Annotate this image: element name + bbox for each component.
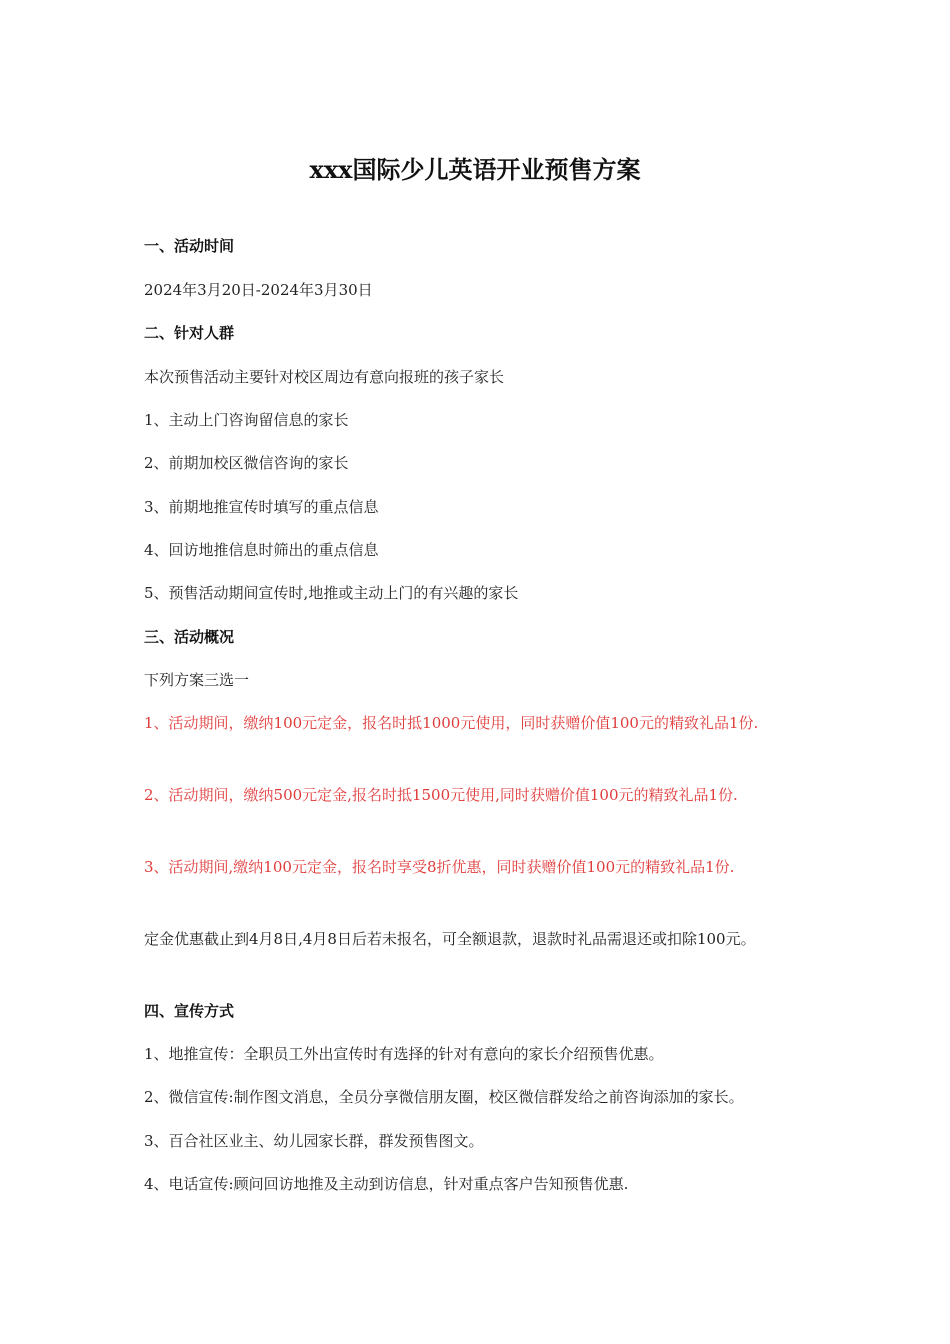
document-title: xxx国际少儿英语开业预售方案 <box>309 155 641 184</box>
promotion-item: 2、微信宣传:制作图文消息，全员分享微信朋友圈，校区微信群发给之前咨询添加的家长。 <box>144 1088 744 1106</box>
audience-item: 5、预售活动期间宣传时,地推或主动上门的有兴趣的家长 <box>144 584 519 602</box>
promotion-item: 1、地推宣传：全职员工外出宣传时有选择的针对有意向的家长介绍预售优惠。 <box>144 1045 664 1063</box>
deposit-note: 定金优惠截止到4月8日,4月8日后若未报名，可全额退款，退款时礼品需退还或扣除100元。 <box>144 930 756 948</box>
plan-option: 2、活动期间，缴纳500元定金,报名时抵1500元使用,同时获赠价值100元的精致礼品1份. <box>144 786 738 804</box>
section-heading-promotion: 四、宣传方式 <box>144 1002 235 1020</box>
audience-item: 4、回访地推信息时筛出的重点信息 <box>144 541 379 559</box>
audience-item: 2、前期加校区微信咨询的家长 <box>144 454 349 472</box>
audience-item: 3、前期地推宣传时填写的重点信息 <box>144 498 379 516</box>
section-heading-overview: 三、活动概况 <box>144 628 235 646</box>
activity-dates: 2024年3月20日-2024年3月30日 <box>144 281 373 299</box>
overview-intro: 下列方案三选一 <box>144 671 250 689</box>
section-heading-audience: 二、针对人群 <box>144 324 235 342</box>
plan-option: 3、活动期间,缴纳100元定金，报名时享受8折优惠，同时获赠价值100元的精致礼品1份. <box>144 858 735 876</box>
audience-intro: 本次预售活动主要针对校区周边有意向报班的孩子家长 <box>144 368 505 386</box>
section-heading-time: 一、活动时间 <box>144 237 235 255</box>
plan-option: 1、活动期间，缴纳100元定金，报名时抵1000元使用，同时获赠价值100元的精致礼品1份. <box>144 714 759 732</box>
promotion-item: 3、百合社区业主、幼儿园家长群，群发预售图文。 <box>144 1132 484 1150</box>
audience-item: 1、主动上门咨询留信息的家长 <box>144 411 349 429</box>
promotion-item: 4、电话宣传:顾问回访地推及主动到访信息，针对重点客户告知预售优惠. <box>144 1175 629 1193</box>
